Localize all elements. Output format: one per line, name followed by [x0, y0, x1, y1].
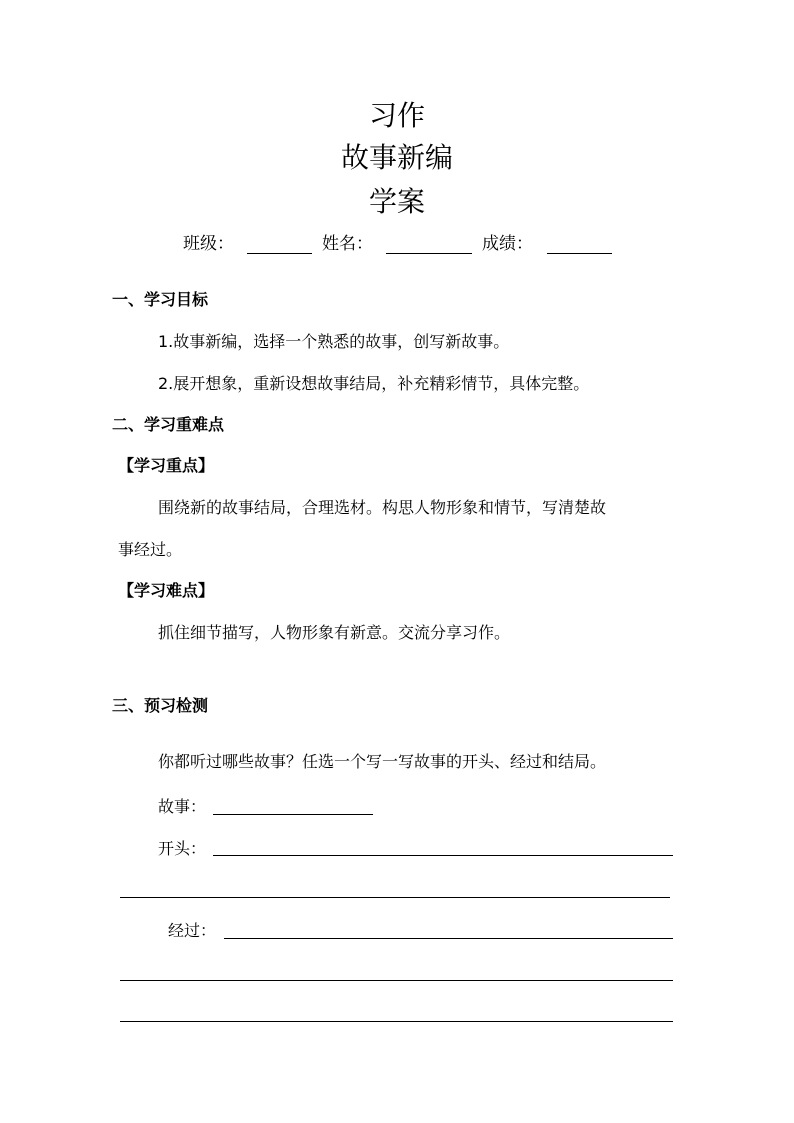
name-label: 姓名： — [322, 234, 373, 254]
section-heading-preview: 三、预习检测 — [112, 696, 209, 715]
story-answer-line[interactable] — [213, 814, 373, 815]
class-blank[interactable] — [247, 253, 312, 254]
beginning-answer-line-1[interactable] — [213, 855, 673, 856]
score-blank[interactable] — [547, 253, 612, 254]
difficulty-label: 【学习难点】 — [118, 581, 215, 600]
key-point-text-line-1: 围绕新的故事结局，合理选材。构思人物形象和情节，写清楚故 — [158, 498, 607, 517]
story-label: 故事： — [158, 797, 207, 816]
goal-item-1: 1.故事新编，选择一个熟悉的故事，创写新故事。 — [158, 332, 510, 351]
process-answer-line-2[interactable] — [120, 980, 673, 981]
title-line-3: 学案 — [368, 185, 425, 218]
beginning-label: 开头： — [158, 839, 207, 858]
student-info-row — [0, 232, 794, 258]
goal-item-2: 2.展开想象，重新设想故事结局，补充精彩情节，具体完整。 — [158, 374, 590, 393]
process-label: 经过： — [168, 921, 217, 940]
score-label: 成绩： — [482, 234, 533, 254]
section-heading-key-points: 二、学习重难点 — [112, 415, 225, 434]
preview-prompt: 你都听过哪些故事？任选一个写一写故事的开头、经过和结局。 — [158, 752, 607, 771]
process-answer-line-1[interactable] — [224, 938, 673, 939]
key-point-label: 【学习重点】 — [118, 456, 215, 475]
process-answer-line-3[interactable] — [120, 1021, 673, 1022]
key-point-text-line-2: 事经过。 — [118, 540, 183, 559]
title-line-2: 故事新编 — [340, 141, 453, 174]
section-heading-goals: 一、学习目标 — [112, 290, 209, 309]
beginning-answer-line-2[interactable] — [120, 897, 670, 898]
name-blank[interactable] — [386, 253, 472, 254]
title-line-1: 习作 — [368, 99, 425, 132]
class-label: 班级： — [183, 234, 234, 254]
difficulty-text: 抓住细节描写，人物形象有新意。交流分享习作。 — [158, 623, 511, 642]
